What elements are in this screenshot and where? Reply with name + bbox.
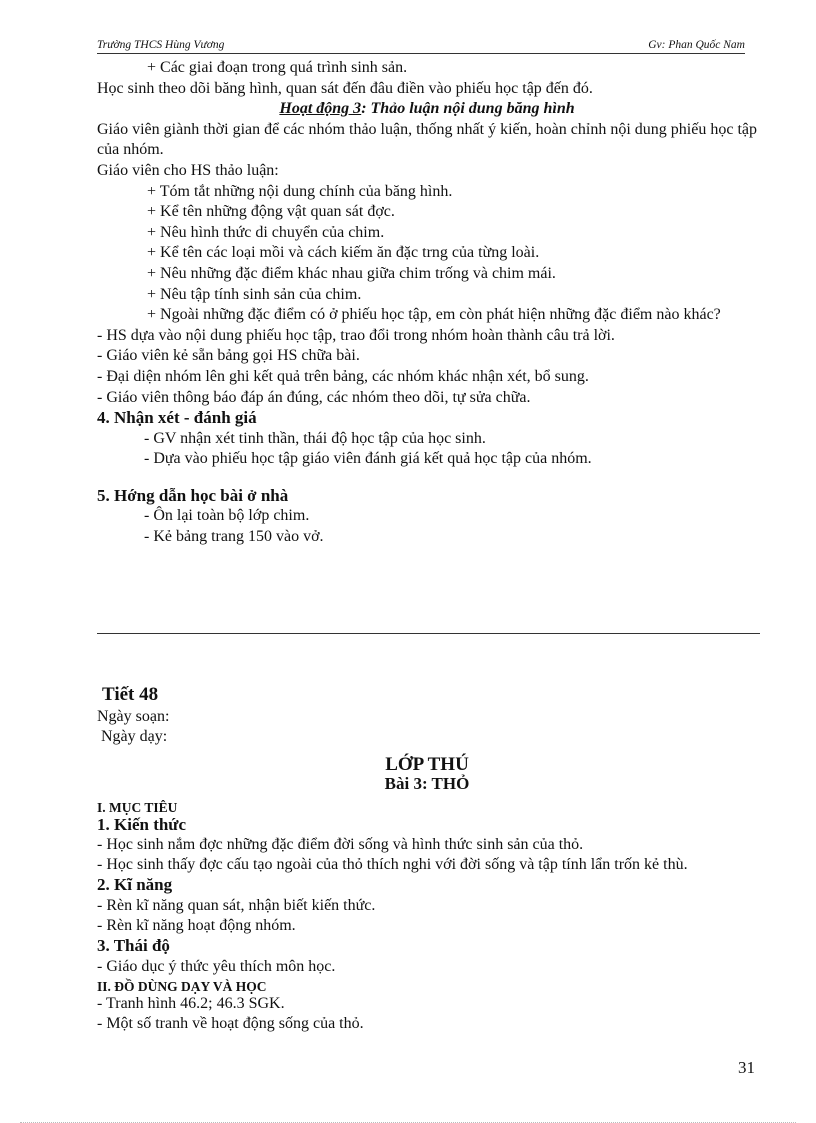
paragraph: Giáo viên cho HS thảo luận: bbox=[97, 161, 279, 179]
subsection-heading: 3. Thái độ bbox=[97, 936, 170, 956]
section-heading: 4. Nhận xét - đánh giá bbox=[97, 408, 257, 428]
text-line: Học sinh theo dõi băng hình, quan sát đến đâu điền vào phiếu học tập đến đó. bbox=[97, 79, 593, 97]
list-item: + Kể tên các loại mồi và cách kiếm ăn đặc trng của từng loài. bbox=[147, 244, 540, 262]
lesson-number: Tiết 48 bbox=[102, 684, 159, 705]
list-item: - GV nhận xét tinh thần, thái độ học tập của học sinh. bbox=[144, 429, 486, 447]
teach-date: Ngày dạy: bbox=[97, 728, 168, 746]
activity-heading bbox=[97, 99, 757, 120]
section-heading: II. ĐỒ DÙNG DẠY VÀ HỌC bbox=[97, 978, 267, 994]
list-item: - HS dựa vào nội dung phiếu học tập, trao đổi trong nhóm hoàn thành câu trả lời. bbox=[97, 326, 615, 344]
section-divider bbox=[97, 633, 760, 634]
paragraph: Giáo viên giành thời gian để các nhóm thảo luận, thống nhất ý kiến, hoàn chỉnh nội dung phiếu học tập của nhóm. bbox=[97, 120, 757, 159]
list-item: - Rèn kĩ năng quan sát, nhận biết kiến thức. bbox=[97, 896, 376, 914]
upper-content bbox=[97, 58, 757, 548]
list-item: - Tranh hình 46.2; 46.3 SGK. bbox=[97, 994, 285, 1012]
lesson-title: LỚP THÚ bbox=[385, 753, 469, 775]
lesson-subtitle: Bài 3: THỎ bbox=[384, 773, 470, 793]
section-heading: 5. Hớng dẫn học bài ở nhà bbox=[97, 485, 289, 505]
list-item: - Dựa vào phiếu học tập giáo viên đánh giá kết quả học tập của nhóm. bbox=[144, 450, 592, 468]
list-item: + Nêu tập tính sinh sản của chim. bbox=[147, 285, 362, 303]
list-item: - Giáo viên kẻ sẵn bảng gọi HS chữa bài. bbox=[97, 347, 360, 365]
list-item: - Ôn lại toàn bộ lớp chim. bbox=[144, 507, 310, 525]
text-line: + Các giai đoạn trong quá trình sinh sản. bbox=[147, 59, 408, 76]
list-item: + Nêu những đặc điểm khác nhau giữa chim trống và chim mái. bbox=[147, 264, 556, 282]
lesson-content bbox=[97, 683, 757, 1035]
section-heading: I. MỤC TIÊU bbox=[97, 799, 178, 815]
list-item: + Tóm tắt những nội dung chính của băng hình. bbox=[147, 182, 453, 200]
activity-label: Hoạt động 3 bbox=[279, 100, 362, 118]
list-item: - Học sinh nắm đợc những đặc điểm đời sống và hình thức sinh sản của thỏ. bbox=[97, 835, 584, 853]
page-header bbox=[97, 39, 745, 54]
header-school: Trường THCS Hùng Vương bbox=[97, 39, 225, 51]
page-number: 31 bbox=[738, 1058, 755, 1077]
list-item: - Giáo dục ý thức yêu thích môn học. bbox=[97, 957, 336, 975]
list-item: - Một số tranh về hoạt động sống của thỏ. bbox=[97, 1015, 364, 1033]
header-teacher: Gv: Phan Quốc Nam bbox=[648, 39, 745, 51]
subsection-heading: 2. Kĩ năng bbox=[97, 875, 173, 895]
activity-title: : Thảo luận nội dung băng hình bbox=[361, 100, 575, 118]
list-item: - Đại diện nhóm lên ghi kết quả trên bảng, các nhóm khác nhận xét, bổ sung. bbox=[97, 367, 589, 385]
list-item: + Ngoài những đặc điểm có ở phiếu học tập, em còn phát hiện những đặc điểm nào khác? bbox=[147, 306, 721, 324]
prep-date: Ngày soạn: bbox=[97, 708, 170, 725]
list-item: - Học sinh thấy đợc cấu tạo ngoài của thỏ thích nghi với đời sống và tập tính lẩn trốn kẻ thù. bbox=[97, 856, 688, 874]
list-item: - Kẻ bảng trang 150 vào vở. bbox=[144, 528, 324, 546]
list-item: - Giáo viên thông báo đáp án đúng, các nhóm theo dõi, tự sửa chữa. bbox=[97, 388, 531, 406]
list-item: - Rèn kĩ năng hoạt động nhóm. bbox=[97, 917, 296, 935]
list-item: + Nêu hình thức di chuyển của chim. bbox=[147, 223, 385, 241]
subsection-heading: 1. Kiến thức bbox=[97, 814, 187, 834]
list-item: + Kể tên những động vật quan sát đợc. bbox=[147, 203, 395, 221]
